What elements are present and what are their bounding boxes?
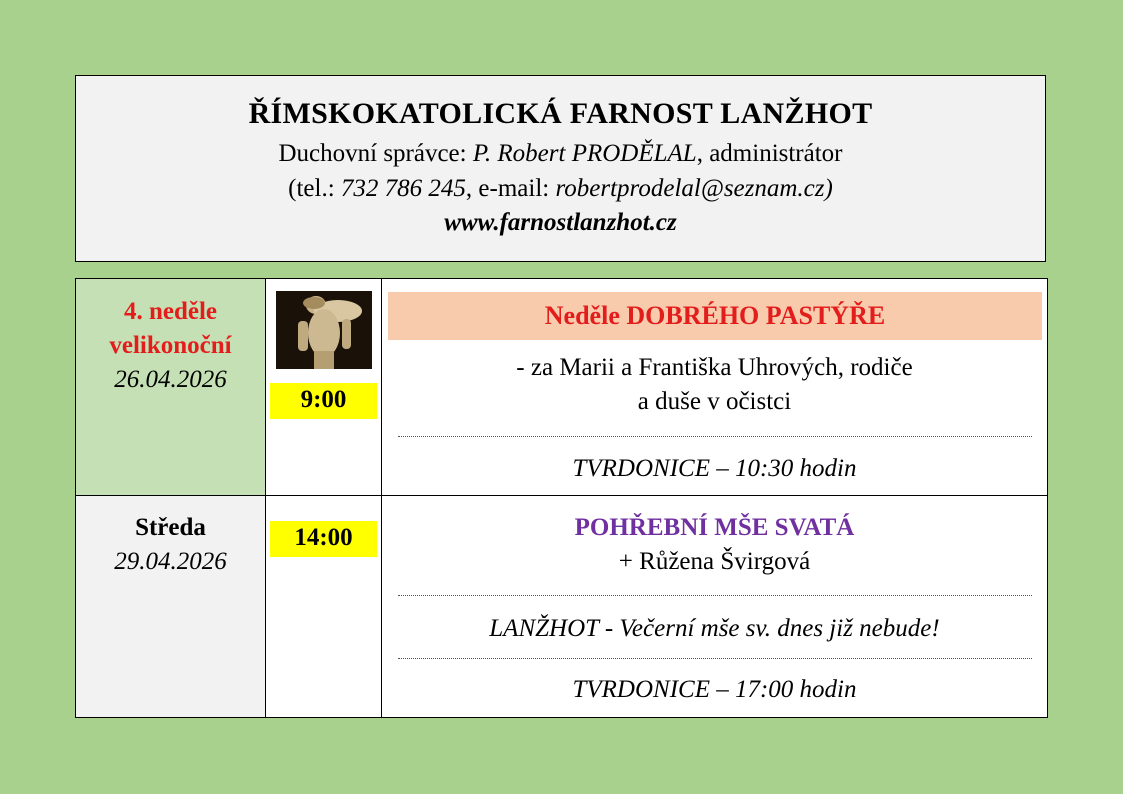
email-address[interactable]: robertprodelal@seznam.cz) xyxy=(555,175,833,202)
tvrdonice-note-wrap xyxy=(382,673,1047,707)
feast-banner: Neděle DOBRÉHO PASTÝŘE xyxy=(388,292,1042,340)
funeral-mass xyxy=(382,511,1047,579)
lanzhot-note-wrap xyxy=(382,612,1047,646)
row-separator xyxy=(398,436,1032,437)
administrator-suffix: , administrátor xyxy=(696,140,843,167)
administrator-name: P. Robert PRODĚLAL xyxy=(472,140,697,167)
good-shepherd-icon xyxy=(276,291,372,369)
website-link[interactable]: www.farnostlanzhot.cz xyxy=(444,209,677,236)
contact-line xyxy=(76,171,1045,206)
day-date: 29.04.2026 xyxy=(114,548,227,575)
day-name-line2: velikonoční xyxy=(109,332,232,359)
other-mass-note-sunday xyxy=(382,452,1047,486)
administrator-prefix: Duchovní správce: xyxy=(278,140,473,167)
phone-number: 732 786 245 xyxy=(340,175,466,202)
mass-time-wednesday: 14:00 xyxy=(270,521,377,557)
administrator-line xyxy=(76,136,1045,171)
row-separator xyxy=(398,658,1032,659)
row-divider xyxy=(76,495,1047,496)
column-divider xyxy=(265,279,266,717)
parish-header xyxy=(75,75,1046,262)
day-cell-wednesday xyxy=(76,495,265,717)
day-name: Středa xyxy=(135,514,206,541)
row-separator xyxy=(398,595,1032,596)
funeral-heading: POHŘEBNÍ MŠE SVATÁ xyxy=(574,514,855,541)
email-prefix: , e-mail: xyxy=(465,175,556,202)
tel-prefix: (tel.: xyxy=(288,175,341,202)
mass-intention-sunday xyxy=(382,351,1047,419)
mass-time-sunday: 9:00 xyxy=(270,383,377,419)
schedule-table xyxy=(75,278,1048,718)
good-shepherd-image xyxy=(276,291,372,369)
tvrdonice-note-wednesday: TVRDONICE – 17:00 hodin xyxy=(572,676,857,703)
day-cell-sunday xyxy=(76,279,265,495)
day-name-line1: 4. neděle xyxy=(123,298,218,325)
day-date: 26.04.2026 xyxy=(114,366,227,393)
column-divider xyxy=(381,279,382,717)
parish-title: ŘÍMSKOKATOLICKÁ FARNOST LANŽHOT xyxy=(248,97,873,130)
funeral-intention: + Růžena Švirgová xyxy=(618,548,811,575)
lanzhot-note: LANŽHOT - Večerní mše sv. dnes již nebude! xyxy=(489,615,940,642)
intention-line2: a duše v očistci xyxy=(637,388,792,415)
intention-line1: - za Marii a Františka Uhrových, rodiče xyxy=(516,354,913,381)
tvrdonice-note-sunday: TVRDONICE – 10:30 hodin xyxy=(572,455,857,482)
